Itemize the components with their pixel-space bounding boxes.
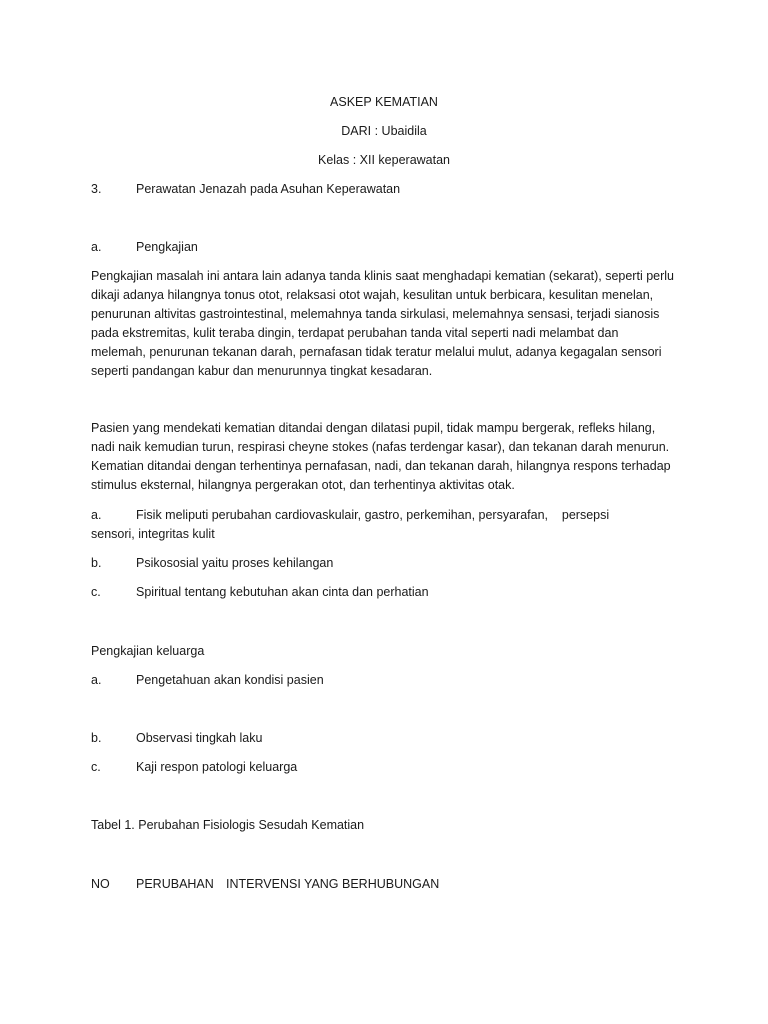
table-header-cell: INTERVENSI YANG BERHUBUNGAN [226,877,440,891]
paragraph-assessment [91,267,681,381]
paragraph-line: dikaji adanya hilangnya tonus otot, relaksasi otot wajah, kesulitan untuk berbicara, kesulitan menelan, [91,288,654,302]
list-letter: b. [91,556,102,570]
paragraph-line: seperti pandangan kabur dan menurunnya tingkat kesadaran. [91,364,433,378]
paragraph-line: stimulus eksternal, hilangnya pergerakan otot, dan terhentinya aktivitas otak. [91,478,515,492]
list-letter: a. [91,508,102,522]
document-title: ASKEP KEMATIAN [330,95,438,109]
list-letter: c. [91,760,101,774]
paragraph-line: nadi naik kemudian turun, respirasi cheyne stokes (nafas terdengar kasar), dan tekanan darah menurun. [91,440,670,454]
table-header-cell: PERUBAHAN [136,877,214,891]
paragraph-line: pada ekstremitas, kulit teraba dingin, terdapat perubahan tanda vital seperti nadi melambat dan [91,326,619,340]
list-text: Spiritual tentang kebutuhan akan cinta dan perhatian [136,585,429,599]
list-text: Fisik meliputi perubahan cardiovaskulair, gastro, perkemihan, persyarafan, persepsi [136,508,610,522]
paragraph-line: melemah, penurunan tekanan darah, pernafasan tidak teratur melalui mulut, adanya kegagalan sensori [91,345,662,359]
list-text: Observasi tingkah laku [136,731,263,745]
document-author: DARI : Ubaidila [341,124,427,138]
paragraph-line: Pengkajian masalah ini antara lain adanya tanda klinis saat menghadapi kematian (sekarat), seperti perlu [91,269,674,283]
document-class: Kelas : XII keperawatan [317,153,451,167]
family-heading: Pengkajian keluarga [91,644,205,658]
section-title: Perawatan Jenazah pada Asuhan Keperawatan [136,182,401,196]
paragraph-line: Kematian ditandai dengan terhentinya pernafasan, nadi, dan tekanan darah, hilangnya respons terhadap [91,459,671,473]
list-text: Psikososial yaitu proses kehilangan [136,556,334,570]
section-number: 3. [91,182,102,196]
list-letter: b. [91,731,102,745]
table-header-cell: NO [91,877,110,891]
paragraph-line: penurunan altivitas gastrointestinal, melemahnya tanda sirkulasi, melemahnya sensasi, terjadi sianosis [91,307,660,321]
subsection-title: Pengkajian [136,240,198,254]
list-letter: a. [91,673,102,687]
paragraph-dying-signs [91,419,681,495]
list-text: Kaji respon patologi keluarga [136,760,298,774]
paragraph-line: Pasien yang mendekati kematian ditandai dengan dilatasi pupil, tidak mampu bergerak, refleks hilang, [91,421,656,435]
list-letter: c. [91,585,101,599]
list-item-continuation: sensori, integritas kulit [91,527,215,541]
subsection-letter: a. [91,240,102,254]
list-text: Pengetahuan akan kondisi pasien [136,673,324,687]
table-caption: Tabel 1. Perubahan Fisiologis Sesudah Kematian [91,818,365,832]
